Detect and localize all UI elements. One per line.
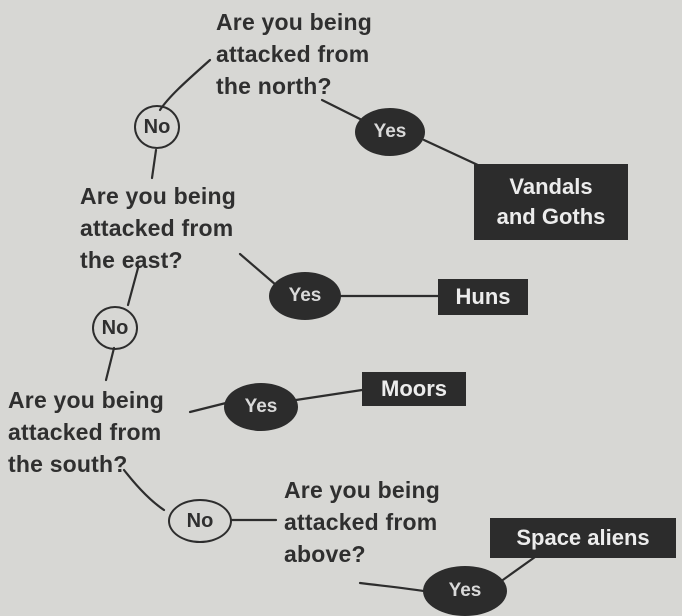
- no-node-east: [92, 306, 138, 350]
- no-node-south-label: No: [186, 509, 214, 532]
- yes-node-east: [269, 272, 341, 320]
- connector-no-1-to-east: [152, 150, 156, 178]
- no-node-east-label: No: [101, 316, 129, 339]
- connector-above-to-yes-4: [360, 583, 430, 592]
- connector-yes-1-to-vandals: [424, 140, 480, 166]
- yes-node-north: [355, 108, 425, 156]
- connector-no-2-to-south: [106, 348, 114, 380]
- question-north: Are you being attacked from the north?: [216, 9, 372, 99]
- question-south: Are you being attacked from the south?: [8, 387, 164, 477]
- connector-north-to-yes-1: [322, 100, 362, 120]
- question-east: Are you being attacked from the east?: [80, 183, 236, 273]
- connector-north-to-no-1: [160, 60, 210, 110]
- yes-node-above-label: Yes: [448, 580, 482, 601]
- yes-node-north-label: Yes: [373, 121, 407, 142]
- no-node-north: [134, 105, 180, 149]
- answer-moors: Moors: [362, 372, 466, 406]
- yes-node-south-label: Yes: [244, 396, 278, 417]
- answer-huns: Huns: [438, 279, 528, 315]
- question-above: Are you being attacked from above?: [284, 477, 440, 567]
- answer-space-aliens: Space aliens: [490, 518, 676, 558]
- yes-node-above: [423, 566, 507, 616]
- no-node-north-label: No: [143, 115, 171, 138]
- no-node-south: [168, 499, 232, 543]
- connector-yes-3-to-moors: [296, 390, 362, 400]
- yes-node-south: [224, 383, 298, 431]
- yes-node-east-label: Yes: [288, 285, 322, 306]
- answer-vandals-and-goths: Vandals and Goths: [474, 164, 628, 240]
